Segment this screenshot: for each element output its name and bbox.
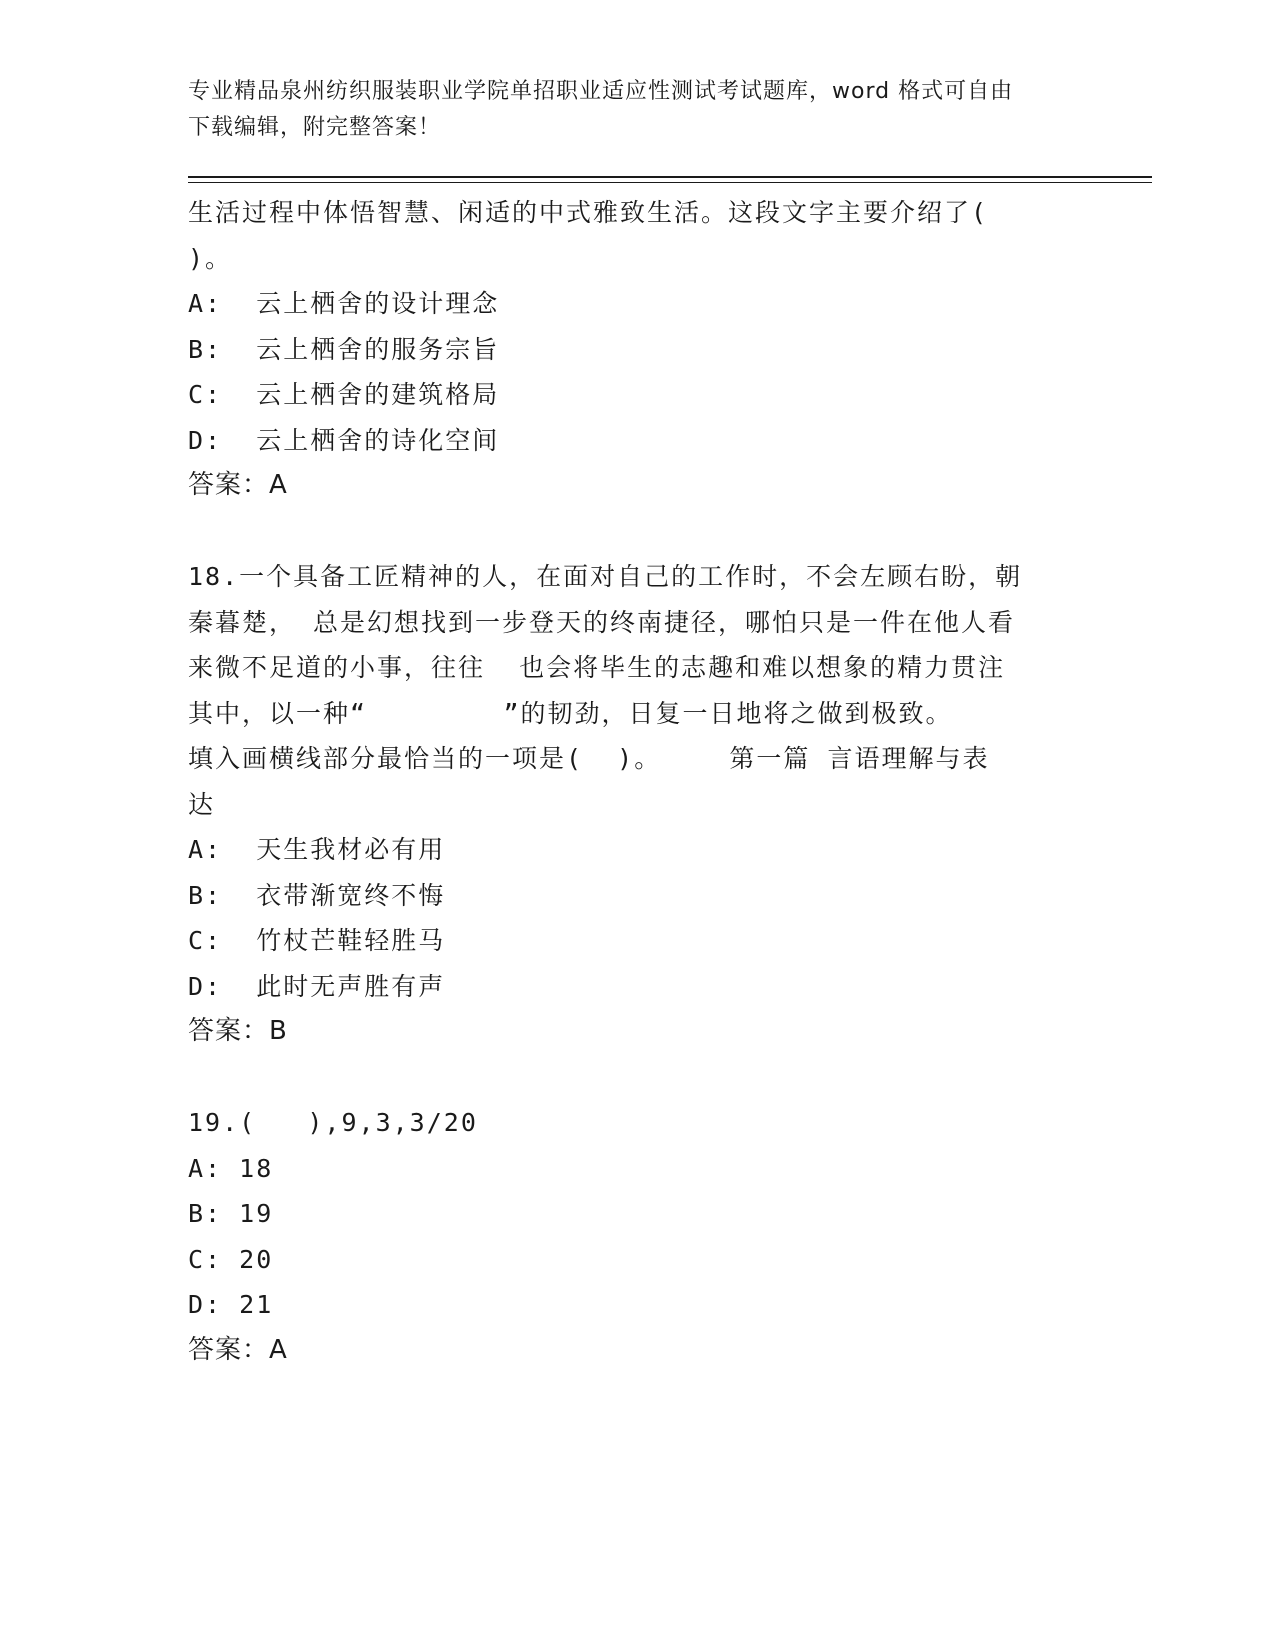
spacer: [188, 1055, 1088, 1101]
header-rule-thick: [188, 176, 1152, 178]
question-17: [188, 190, 1088, 509]
question-19-option-b: B: 19: [188, 1199, 274, 1228]
question-content: [188, 190, 1088, 1373]
question-18-option-d: D: 此时无声胜有声: [188, 971, 446, 1001]
question-18-option-c: C: 竹杖芒鞋轻胜马: [188, 926, 446, 955]
question-18-line-2: 秦暮楚， 总是幻想找到一步登天的终南捷径，哪怕只是一件在他人看: [188, 607, 1016, 637]
question-18-line-4: 其中，以一种“ ”的韧劲，日复一日地将之做到极致。: [188, 698, 953, 728]
question-19-answer: 答案：A: [188, 1334, 288, 1365]
header-rule-thin: [188, 182, 1152, 183]
question-17-line-1: 生活过程中体悟智慧、闲适的中式雅致生活。这段文字主要介绍了(: [188, 198, 989, 227]
question-18-line-1: 18.一个具备工匠精神的人，在面对自己的工作时，不会左顾右盼，朝: [188, 562, 1023, 591]
header-line-2: 下载编辑，附完整答案！: [188, 115, 442, 140]
spacer: [188, 509, 1088, 555]
question-19-option-d: D: 21: [188, 1290, 274, 1319]
question-18-option-a: A: 天生我材必有用: [188, 835, 446, 864]
question-17-answer: 答案：A: [188, 470, 288, 500]
question-19-option-a: A: 18: [188, 1153, 274, 1183]
question-17-option-a: A: 云上栖舍的设计理念: [188, 289, 500, 318]
question-18-line-6: 达: [188, 789, 216, 819]
question-19-option-c: C: 20: [188, 1244, 274, 1274]
question-18-option-b: B: 衣带渐宽终不悔: [188, 880, 446, 910]
question-19-line-1: 19.( ),9,3,3/20: [188, 1108, 478, 1137]
document-header: [188, 74, 1088, 146]
question-17-option-d: D: 云上栖舍的诗化空间: [188, 425, 500, 455]
question-18-line-5: 填入画横线部分最恰当的一项是( )。 第一篇 言语理解与表: [188, 744, 990, 773]
question-17-line-2: )。: [188, 243, 233, 273]
question-19: [188, 1100, 1088, 1373]
question-18-line-3: 来微不足道的小事，往往 也会将毕生的志趣和难以想象的精力贯注: [188, 653, 1006, 682]
question-18-answer: 答案：B: [188, 1016, 288, 1046]
header-line-1: 专业精品泉州纺织服装职业学院单招职业适应性测试考试题库，word 格式可自由: [188, 79, 1014, 104]
question-17-option-c: C: 云上栖舍的建筑格局: [188, 380, 500, 409]
question-18: [188, 554, 1088, 1055]
question-17-option-b: B: 云上栖舍的服务宗旨: [188, 334, 500, 364]
